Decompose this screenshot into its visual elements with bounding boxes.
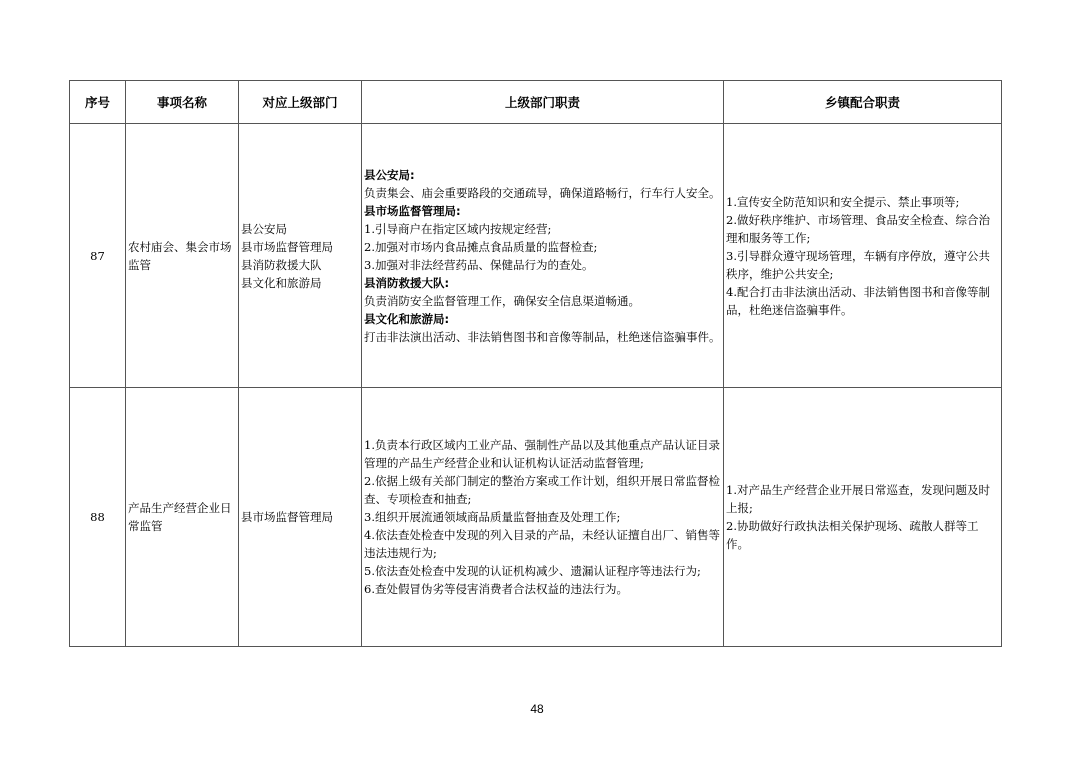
town-duty-line: 2.做好秩序维护、市场管理、食品安全检查、综合治理和服务等工作; [726,212,990,245]
town-duty-line: 1.宣传安全防范知识和安全提示、禁止事项等; [726,194,960,209]
header-town-duty: 乡镇配合职责 [724,81,1002,124]
duty-line: 3.组织开展流通领域商品质量监督抽查及处理工作; [364,510,621,524]
duty-line: 负责集会、庙会重要路段的交通疏导，确保道路畅行，行车行人安全。 [364,185,721,200]
duty-heading: 县消防救援大队: [364,275,450,290]
header-seq: 序号 [70,81,126,124]
row-town-duty [724,124,1002,388]
dept-line: 县市场监督管理局 [241,510,333,524]
row-item-name: 农村庙会、集会市场监管 [126,124,239,388]
town-duty-line: 2.协助做好行政执法相关保护现场、疏散人群等工作。 [726,519,979,551]
row-item-name: 产品生产经营企业日常监管 [126,388,239,647]
dept-line: 县消防救援大队 [241,257,322,272]
town-duty-line: 4.配合打击非法演出活动、非法销售图书和音像等制品，杜绝迷信盗骗事件。 [726,284,990,317]
header-row [70,81,1002,124]
page-number: 48 [530,702,544,716]
dept-line: 县市场监督管理局 [241,239,333,254]
duty-line: 3.加强对非法经营药品、保健品行为的查处。 [364,257,594,272]
row-upper-duty [362,124,724,388]
duty-line: 6.查处假冒伪劣等侵害消费者合法权益的违法行为。 [364,582,628,596]
table-row [70,388,1002,647]
duty-line: 打击非法演出活动、非法销售图书和音像等制品，杜绝迷信盗骗事件。 [364,329,721,344]
duty-line: 5.依法查处检查中发现的认证机构减少、遗漏认证程序等违法行为; [364,564,701,578]
header-upper-duty: 上级部门职责 [362,81,724,124]
duty-line: 1.引导商户在指定区域内按规定经营; [364,221,552,236]
duty-line: 负责消防安全监督管理工作，确保安全信息渠道畅通。 [364,293,640,308]
duty-table [69,80,1002,647]
duty-line: 2.依据上级有关部门制定的整治方案或工作计划，组织开展日常监督检查、专项检查和抽查; [364,474,720,506]
header-dept: 对应上级部门 [239,81,362,124]
row-departments [239,124,362,388]
town-duty-line: 1.对产品生产经营企业开展日常巡查，发现问题及时上报; [726,483,990,515]
duty-line: 4.依法查处检查中发现的列入目录的产品，未经认证擅自出厂、销售等违法违规行为; [364,528,720,560]
duty-line: 1.负责本行政区域内工业产品、强制性产品以及其他重点产品认证目录管理的产品生产经营企业和认证机构认证活动监督管理; [364,438,720,470]
duty-line: 2.加强对市场内食品摊点食品质量的监督检查; [364,239,598,254]
duty-heading: 县市场监督管理局: [364,203,461,218]
row-seq: 87 [70,124,126,388]
town-duty-line: 3.引导群众遵守现场管理，车辆有序停放，遵守公共秩序，维护公共安全; [726,248,990,281]
duty-heading: 县文化和旅游局: [364,311,450,326]
dept-line: 县文化和旅游局 [241,275,322,290]
duty-heading: 县公安局: [364,167,415,182]
row-seq: 88 [70,388,126,647]
dept-line: 县公安局 [241,221,287,236]
row-town-duty [724,388,1002,647]
header-item: 事项名称 [126,81,239,124]
row-departments [239,388,362,647]
table-row [70,124,1002,388]
row-upper-duty [362,388,724,647]
